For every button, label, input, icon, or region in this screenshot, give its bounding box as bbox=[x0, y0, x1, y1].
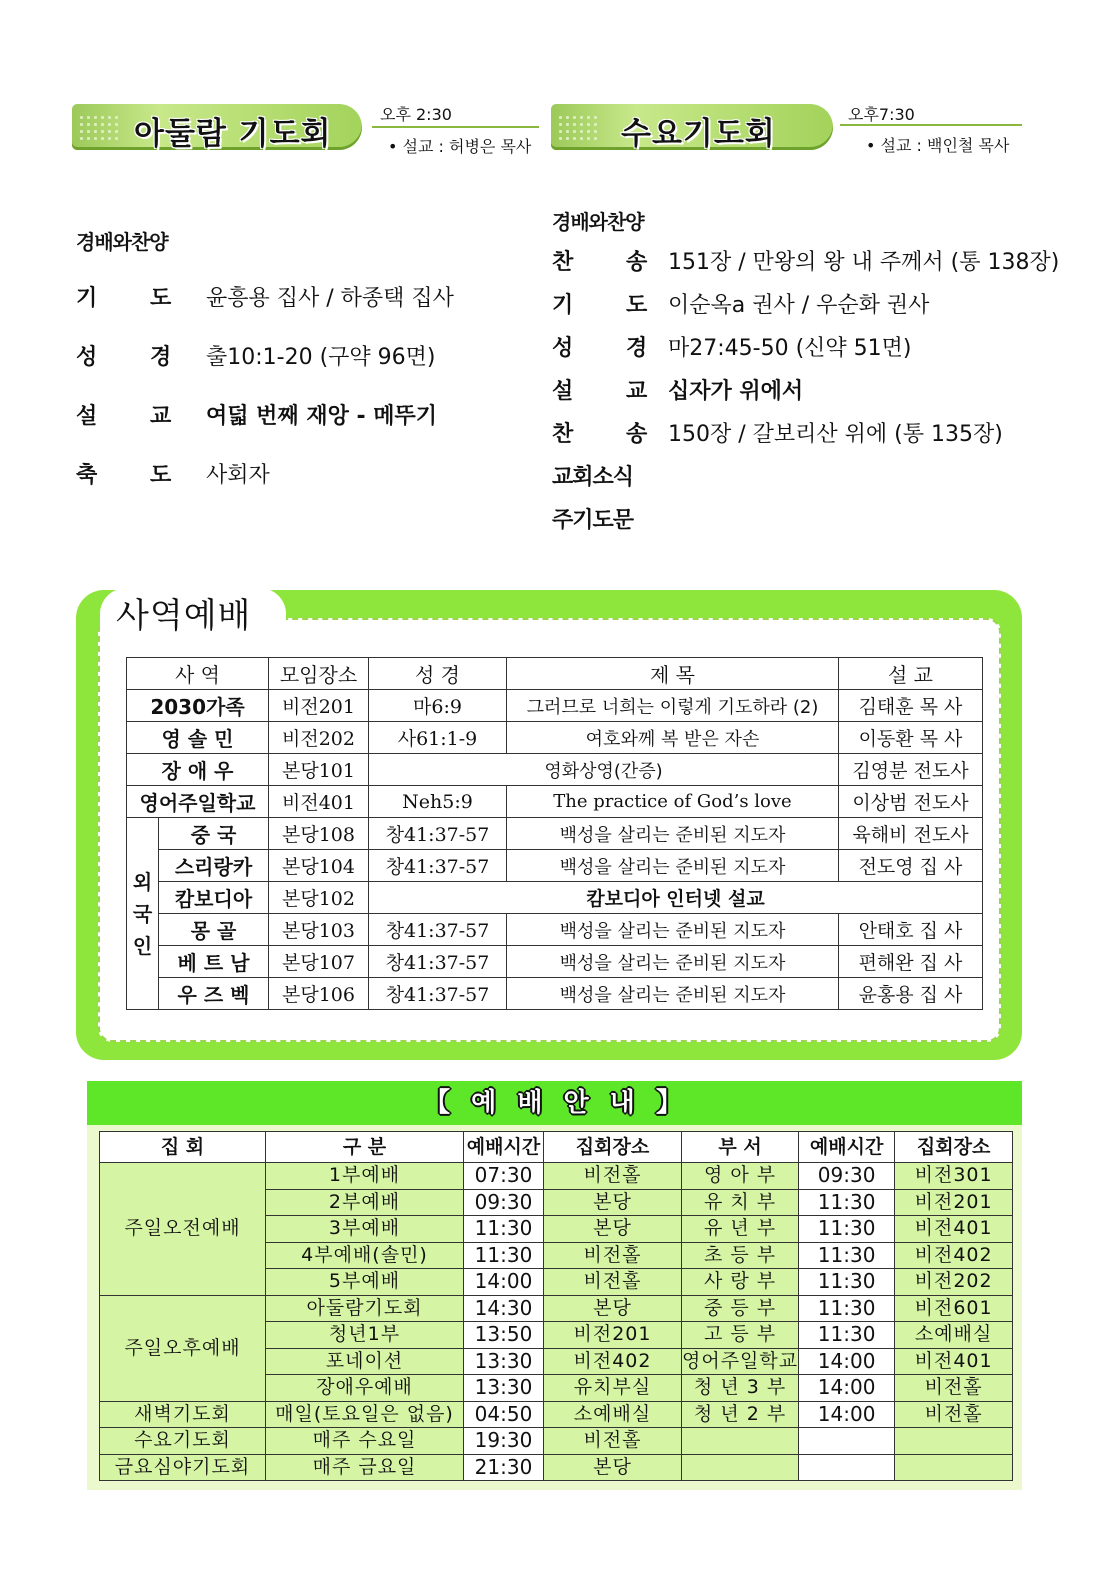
department-place bbox=[895, 1428, 1013, 1455]
table-row bbox=[127, 882, 983, 914]
place: 본당108 bbox=[269, 818, 369, 850]
adullam-preacher: • 설교 : 허병은 목사 bbox=[388, 137, 532, 156]
division: 3부예배 bbox=[266, 1216, 464, 1243]
department bbox=[682, 1454, 799, 1481]
order-label-first: 축 bbox=[76, 463, 98, 488]
worship-place: 비전홀 bbox=[544, 1242, 682, 1269]
worship-time: 14:00 bbox=[464, 1269, 544, 1296]
gathering-group: 주일오전예배 bbox=[100, 1163, 266, 1296]
preacher: 윤홍용 집 사 bbox=[839, 978, 983, 1010]
order-value: 마27:45-50 (신약 51면) bbox=[668, 336, 912, 361]
worship-place: 비전홀 bbox=[544, 1428, 682, 1455]
scripture: 창41:37-57 bbox=[369, 914, 507, 946]
col-title: 제 목 bbox=[507, 658, 839, 690]
order-value: 여덟 번째 재앙 - 메뚜기 bbox=[206, 404, 438, 429]
worship-place: 본당 bbox=[544, 1295, 682, 1322]
scripture: 창41:37-57 bbox=[369, 850, 507, 882]
department-place: 비전홀 bbox=[895, 1375, 1013, 1402]
scripture: 창41:37-57 bbox=[369, 818, 507, 850]
division: 4부예배(솔민) bbox=[266, 1242, 464, 1269]
department-time: 14:00 bbox=[799, 1401, 895, 1428]
right-praise-heading: 경배와찬양 bbox=[552, 210, 644, 234]
table-row bbox=[100, 1428, 1013, 1455]
left-praise-heading: 경배와찬양 bbox=[76, 230, 168, 254]
table-row bbox=[127, 850, 983, 882]
ministry-name: 몽 골 bbox=[159, 914, 269, 946]
place: 본당106 bbox=[269, 978, 369, 1010]
scripture: 창41:37-57 bbox=[369, 946, 507, 978]
worship-time: 14:30 bbox=[464, 1295, 544, 1322]
order-label-second: 교 bbox=[150, 404, 172, 429]
order-label-first: 찬 bbox=[552, 422, 574, 447]
gathering-name: 금요심야기도회 bbox=[100, 1454, 266, 1481]
order-value: 이순옥a 권사 / 우순화 권사 bbox=[668, 293, 930, 318]
foreign-label bbox=[127, 818, 159, 1010]
ministry-name: 우 즈 벡 bbox=[159, 978, 269, 1010]
ministry-title: 사역예배 bbox=[116, 596, 252, 636]
division: 장애우예배 bbox=[266, 1375, 464, 1402]
department-time: 14:00 bbox=[799, 1375, 895, 1402]
place: 비전202 bbox=[269, 722, 369, 754]
worship-time: 13:50 bbox=[464, 1322, 544, 1349]
division: 1부예배 bbox=[266, 1163, 464, 1190]
order-label-first: 설 bbox=[76, 404, 98, 429]
table-row bbox=[127, 946, 983, 978]
scripture: 마6:9 bbox=[369, 690, 507, 722]
preacher: 육해비 전도사 bbox=[839, 818, 983, 850]
department: 중 등 부 bbox=[682, 1295, 799, 1322]
order-label-first: 찬 bbox=[552, 250, 574, 275]
worship-place: 소예배실 bbox=[544, 1401, 682, 1428]
place: 비전201 bbox=[269, 690, 369, 722]
division: 2부예배 bbox=[266, 1189, 464, 1216]
place: 본당102 bbox=[269, 882, 369, 914]
col-time: 예배시간 bbox=[464, 1132, 544, 1163]
department: 유 년 부 bbox=[682, 1216, 799, 1243]
ministry-name: 2030가족 bbox=[127, 690, 269, 722]
department-time: 11:30 bbox=[799, 1216, 895, 1243]
adullam-title: 아둘람 기도회 bbox=[134, 116, 332, 152]
department: 유 치 부 bbox=[682, 1189, 799, 1216]
table-row bbox=[127, 914, 983, 946]
order-label-first: 기 bbox=[552, 293, 574, 318]
table-row bbox=[127, 690, 983, 722]
preacher: 안태호 집 사 bbox=[839, 914, 983, 946]
preacher: 전도영 집 사 bbox=[839, 850, 983, 882]
department-time: 11:30 bbox=[799, 1189, 895, 1216]
order-item bbox=[552, 248, 1060, 278]
guide-body bbox=[100, 1163, 1013, 1481]
ministry-table bbox=[126, 657, 983, 1010]
order-item bbox=[76, 402, 556, 432]
worship-time: 09:30 bbox=[464, 1189, 544, 1216]
order-label-first: 성 bbox=[552, 336, 574, 361]
worship-time: 11:30 bbox=[464, 1216, 544, 1243]
wednesday-time: 오후7:30 bbox=[848, 105, 915, 124]
banner-pattern bbox=[557, 114, 597, 140]
place: 본당101 bbox=[269, 754, 369, 786]
worship-place: 비전홀 bbox=[544, 1269, 682, 1296]
adullam-time: 오후 2:30 bbox=[380, 105, 452, 124]
merged-program: 캄보디아 인터넷 설교 bbox=[369, 882, 983, 914]
department-place: 비전202 bbox=[895, 1269, 1013, 1296]
worship-place: 본당 bbox=[544, 1454, 682, 1481]
gathering-name: 새벽기도회 bbox=[100, 1401, 266, 1428]
department-time: 14:00 bbox=[799, 1348, 895, 1375]
department-time: 11:30 bbox=[799, 1322, 895, 1349]
preacher: 이동환 목 사 bbox=[839, 722, 983, 754]
department-place: 비전401 bbox=[895, 1348, 1013, 1375]
table-row bbox=[127, 978, 983, 1010]
order-label-first: 성 bbox=[76, 345, 98, 370]
division: 매주 수요일 bbox=[266, 1428, 464, 1455]
department-time: 11:30 bbox=[799, 1242, 895, 1269]
order-item bbox=[76, 343, 556, 373]
ministry-name: 캄보디아 bbox=[159, 882, 269, 914]
sermon-title: 백성을 살리는 준비된 지도자 bbox=[507, 850, 839, 882]
division: 매일(토요일은 없음) bbox=[266, 1401, 464, 1428]
sermon-title: 백성을 살리는 준비된 지도자 bbox=[507, 978, 839, 1010]
merged-program: 영화상영(간증) bbox=[369, 754, 839, 786]
department-place: 비전401 bbox=[895, 1216, 1013, 1243]
col-department: 부 서 bbox=[682, 1132, 799, 1163]
banner-pattern bbox=[78, 114, 118, 140]
gathering-name: 수요기도회 bbox=[100, 1428, 266, 1455]
table-row bbox=[100, 1163, 1013, 1190]
order-label-first: 설 bbox=[552, 379, 574, 404]
order-item bbox=[552, 334, 1032, 364]
order-value: 150장 / 갈보리산 위에 (통 135장) bbox=[668, 422, 1003, 447]
table-row bbox=[100, 1454, 1013, 1481]
order-item bbox=[552, 377, 1032, 407]
worship-time: 21:30 bbox=[464, 1454, 544, 1481]
worship-place: 비전홀 bbox=[544, 1163, 682, 1190]
worship-time: 13:30 bbox=[464, 1348, 544, 1375]
adullam-divider bbox=[372, 126, 539, 128]
order-label-second: 경 bbox=[150, 345, 172, 370]
ministry-name: 중 국 bbox=[159, 818, 269, 850]
department-place: 비전201 bbox=[895, 1189, 1013, 1216]
place: 본당107 bbox=[269, 946, 369, 978]
department: 청 년 3 부 bbox=[682, 1375, 799, 1402]
sermon-title: The practice of God’s love bbox=[507, 786, 839, 818]
col-scripture: 성 경 bbox=[369, 658, 507, 690]
ministry-name: 스리랑카 bbox=[159, 850, 269, 882]
order-value: 십자가 위에서 bbox=[668, 379, 804, 404]
table-row bbox=[127, 818, 983, 850]
department-time: 11:30 bbox=[799, 1295, 895, 1322]
department: 초 등 부 bbox=[682, 1242, 799, 1269]
worship-place: 본당 bbox=[544, 1216, 682, 1243]
worship-time: 11:30 bbox=[464, 1242, 544, 1269]
wednesday-title: 수요기도회 bbox=[621, 116, 776, 152]
table-row bbox=[100, 1401, 1013, 1428]
department-place: 비전301 bbox=[895, 1163, 1013, 1190]
preacher: 김영분 전도사 bbox=[839, 754, 983, 786]
division: 포네이션 bbox=[266, 1348, 464, 1375]
lords-prayer: 주기도문 bbox=[552, 508, 634, 533]
order-value: 출10:1-20 (구약 96면) bbox=[206, 345, 436, 370]
worship-time: 04:50 bbox=[464, 1401, 544, 1428]
order-label-second: 송 bbox=[626, 422, 648, 447]
order-value: 151장 / 만왕의 왕 내 주께서 (통 138장) bbox=[668, 250, 1060, 275]
division: 청년1부 bbox=[266, 1322, 464, 1349]
department-time bbox=[799, 1454, 895, 1481]
worship-place: 본당 bbox=[544, 1189, 682, 1216]
foreign-label-text: 외 국 인 bbox=[132, 869, 153, 958]
worship-place: 비전201 bbox=[544, 1322, 682, 1349]
department-place bbox=[895, 1454, 1013, 1481]
order-label-second: 교 bbox=[626, 379, 648, 404]
ministry-name: 베 트 남 bbox=[159, 946, 269, 978]
order-item bbox=[552, 291, 1032, 321]
department: 영 아 부 bbox=[682, 1163, 799, 1190]
ministry-name: 영어주일학교 bbox=[127, 786, 269, 818]
place: 본당103 bbox=[269, 914, 369, 946]
order-item bbox=[76, 461, 556, 491]
department-place: 비전402 bbox=[895, 1242, 1013, 1269]
scripture: 창41:37-57 bbox=[369, 978, 507, 1010]
preacher: 이상범 전도사 bbox=[839, 786, 983, 818]
table-row bbox=[127, 754, 983, 786]
scripture: 사61:1-9 bbox=[369, 722, 507, 754]
order-label-second: 도 bbox=[150, 286, 172, 311]
department: 영어주일학교 bbox=[682, 1348, 799, 1375]
order-label-second: 도 bbox=[626, 293, 648, 318]
worship-guide-table bbox=[99, 1131, 1013, 1481]
worship-time: 19:30 bbox=[464, 1428, 544, 1455]
col-gathering: 집 회 bbox=[100, 1132, 266, 1163]
col-ministry: 사 역 bbox=[127, 658, 269, 690]
sermon-title: 백성을 살리는 준비된 지도자 bbox=[507, 946, 839, 978]
department: 고 등 부 bbox=[682, 1322, 799, 1349]
sermon-title: 여호와께 복 받은 자손 bbox=[507, 722, 839, 754]
order-value: 윤흥용 집사 / 하종택 집사 bbox=[206, 286, 454, 311]
order-item bbox=[76, 284, 556, 314]
table-row bbox=[127, 786, 983, 818]
scripture: Neh5:9 bbox=[369, 786, 507, 818]
worship-time: 07:30 bbox=[464, 1163, 544, 1190]
table-header-row bbox=[100, 1132, 1013, 1163]
department-time bbox=[799, 1428, 895, 1455]
preacher: 편해완 집 사 bbox=[839, 946, 983, 978]
wednesday-preacher: • 설교 : 백인철 목사 bbox=[866, 136, 1010, 155]
worship-place: 유치부실 bbox=[544, 1375, 682, 1402]
sermon-title: 백성을 살리는 준비된 지도자 bbox=[507, 818, 839, 850]
col-place: 모임장소 bbox=[269, 658, 369, 690]
wednesday-banner bbox=[551, 104, 833, 150]
worship-time: 13:30 bbox=[464, 1375, 544, 1402]
place: 비전401 bbox=[269, 786, 369, 818]
col-preacher: 설 교 bbox=[839, 658, 983, 690]
place: 본당104 bbox=[269, 850, 369, 882]
division: 매주 금요일 bbox=[266, 1454, 464, 1481]
table-row bbox=[127, 722, 983, 754]
order-label-second: 경 bbox=[626, 336, 648, 361]
department-time: 11:30 bbox=[799, 1269, 895, 1296]
col-dept-time: 예배시간 bbox=[799, 1132, 895, 1163]
ministry-name: 영 솔 민 bbox=[127, 722, 269, 754]
table-row bbox=[100, 1295, 1013, 1322]
order-item bbox=[552, 420, 1032, 450]
department-place: 비전601 bbox=[895, 1295, 1013, 1322]
sermon-title: 백성을 살리는 준비된 지도자 bbox=[507, 914, 839, 946]
adullam-banner bbox=[72, 104, 362, 150]
division: 5부예배 bbox=[266, 1269, 464, 1296]
department-time: 09:30 bbox=[799, 1163, 895, 1190]
col-dept-place: 집회장소 bbox=[895, 1132, 1013, 1163]
division: 아둘람기도회 bbox=[266, 1295, 464, 1322]
worship-place: 비전402 bbox=[544, 1348, 682, 1375]
department-place: 비전홀 bbox=[895, 1401, 1013, 1428]
preacher: 김태훈 목 사 bbox=[839, 690, 983, 722]
gathering-group: 주일오후예배 bbox=[100, 1295, 266, 1401]
order-label-first: 기 bbox=[76, 286, 98, 311]
order-label-second: 송 bbox=[626, 250, 648, 275]
department-place: 소예배실 bbox=[895, 1322, 1013, 1349]
department: 사 랑 부 bbox=[682, 1269, 799, 1296]
col-place: 집회장소 bbox=[544, 1132, 682, 1163]
department: 청 년 2 부 bbox=[682, 1401, 799, 1428]
guide-title: 【 예 배 안 내 】 bbox=[424, 1088, 688, 1118]
church-news: 교회소식 bbox=[552, 465, 634, 490]
department bbox=[682, 1428, 799, 1455]
order-value: 사회자 bbox=[206, 463, 270, 488]
order-label-second: 도 bbox=[150, 463, 172, 488]
ministry-name: 장 애 우 bbox=[127, 754, 269, 786]
col-division: 구 분 bbox=[266, 1132, 464, 1163]
sermon-title: 그러므로 너희는 이렇게 기도하라 (2) bbox=[507, 690, 839, 722]
table-header-row bbox=[127, 658, 983, 690]
